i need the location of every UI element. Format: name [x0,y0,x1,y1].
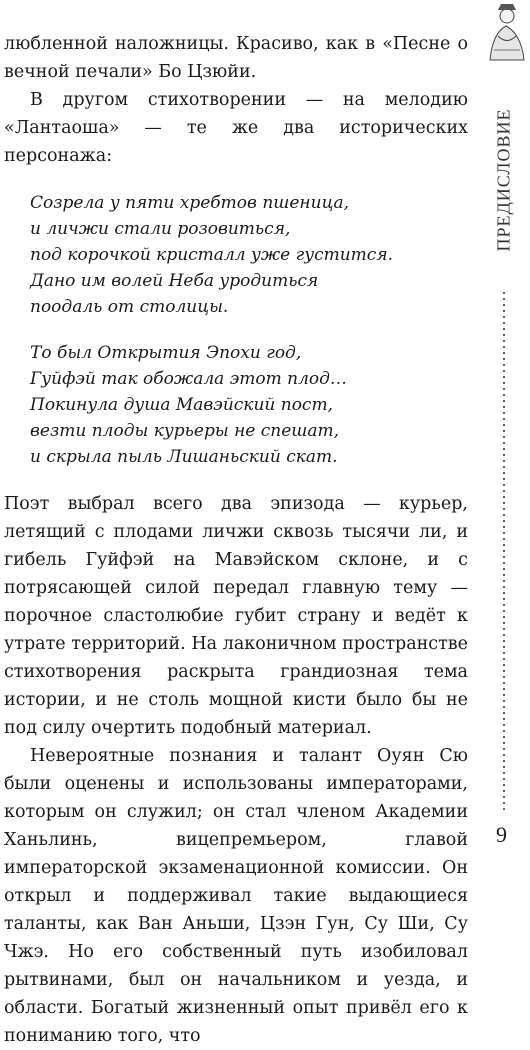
paragraph-top-1: любленной наложницы. Красиво, как в «Песне о вечной печали» Бо Цзюйи. [4,34,468,82]
poem-line: поодаль от столицы. [30,297,229,317]
page-content [4,30,468,1050]
poem-line: Дано им волей Неба уродиться [30,271,319,291]
dotted-rule [503,290,505,810]
poem-line: То был Открытия Эпохи год, [30,343,302,363]
poem-line: и личжи стали розовиться, [30,219,291,239]
poem-line: Покинула душа Мавэйский пост, [30,395,333,415]
poem-line: под корочкой кристалл уже густится. [30,245,393,265]
poem-line: везти плоды курьеры не спешат, [30,421,340,441]
poem-stanza-1 [30,190,468,320]
poem-line: и скрыла пыль Лишаньский скат. [30,447,338,467]
running-head [484,85,524,275]
paragraph-bottom-1: Поэт выбрал всего два эпизода — курьер, летящий с плодами личжи сквозь тысячи ли, и гибель Гуйфэй на Мавэйском склоне, и с потрясающей силой передал главную тему — порочное сластолюбие губит страну и ведёт к утрате территорий. На лаконичном пространстве стихотворения раскрыта грандиозная тема истории, и не столь мощной кисти было бы не под силу очертить подобный материал. [4,494,468,738]
paragraph-top-2: В другом стихотворении — на мелодию «Лантаоша» — те же два исторических персонажа: [4,90,468,166]
poem-stanza-2 [30,340,468,470]
running-head-text: ПРЕДИСЛОВИЕ [493,108,514,252]
page-number: 9 [496,822,507,847]
poem-line: Созрела у пяти хребтов пшеница, [30,193,349,213]
sage-figure-emblem-icon [484,0,530,62]
paragraph-bottom-2: Невероятные познания и талант Оуян Сю были оценены и использованы императорами, которым он служил; он стал членом Академии Ханьлинь, вицепремьером, главой императорской экзаменационной комиссии. Он открыл и поддерживал такие выдающиеся таланты, как Ван Аньши, Цзэн Гун, Су Ши, Су Чжэ. Но его собственный путь изобиловал рытвинами, был он начальником и уезда, и области. Богатый жизненный опыт привёл его к пониманию того, что [4,746,468,1046]
poem-line: Гуйфэй так обожала этот плод… [30,369,347,389]
poem [30,190,468,470]
